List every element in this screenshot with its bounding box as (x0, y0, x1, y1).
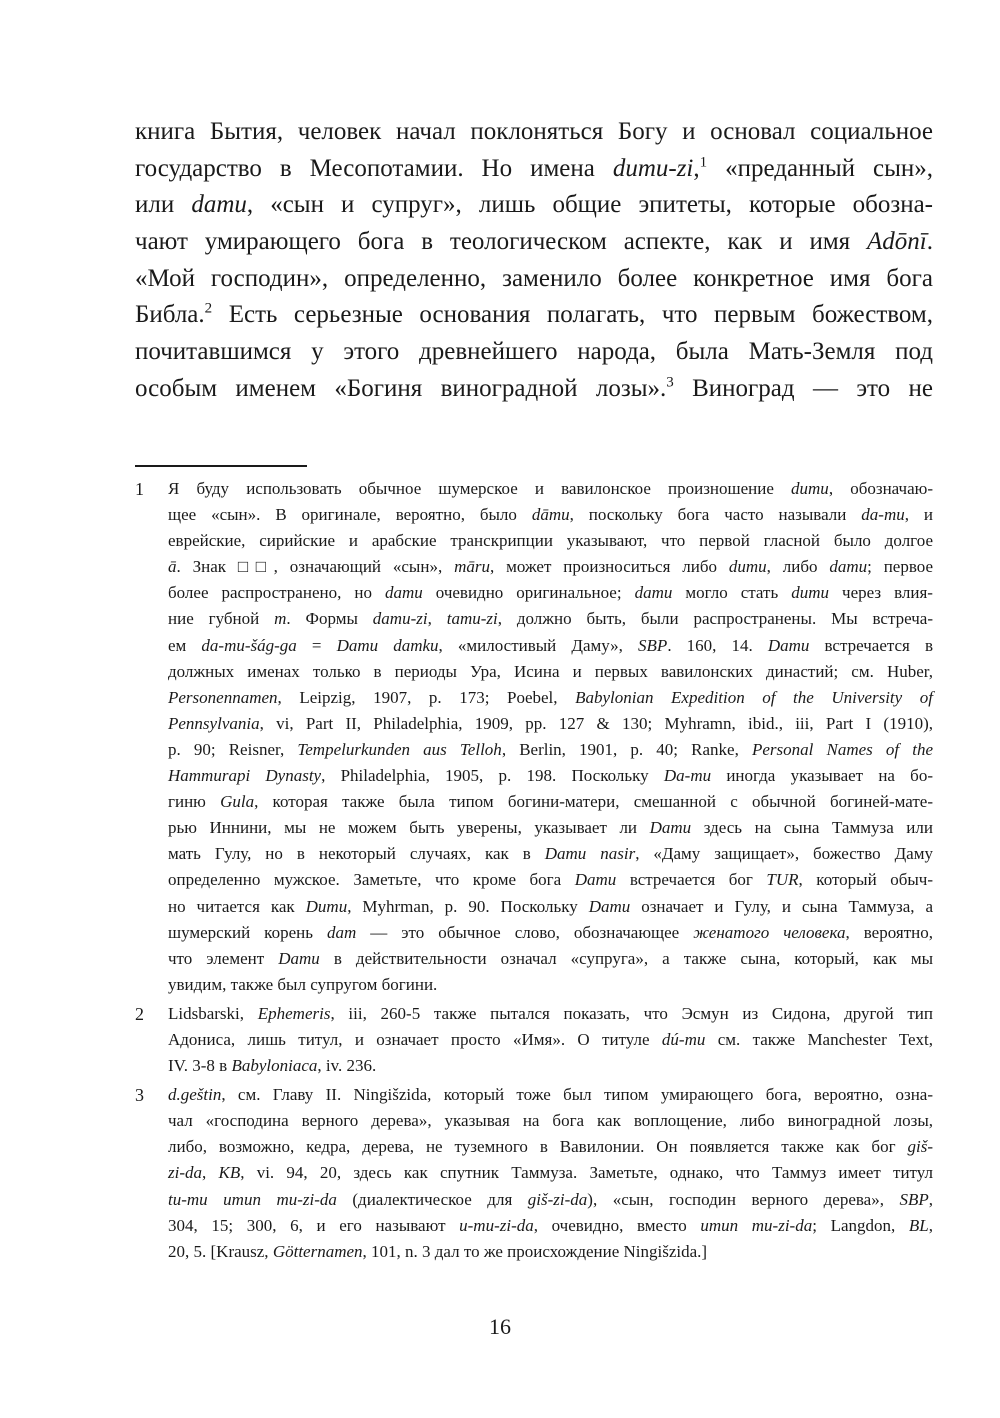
text-run: , (693, 154, 700, 182)
italic-term: māru (454, 557, 490, 577)
text-run: , либо (766, 557, 830, 577)
footnote-line (168, 737, 933, 763)
text-run: ), «сын, господин верного дерева», (587, 1189, 900, 1209)
body-line (135, 297, 933, 334)
footnote-line (168, 867, 933, 893)
text-run: , должно быть, были распространены. Мы встреча- (497, 609, 933, 629)
text-run: гиню (168, 792, 221, 812)
italic-term: dumu-zi (612, 154, 694, 182)
text-run: , может произноситься либо (489, 557, 729, 577)
text-run: ние губной (168, 609, 275, 629)
italic-term: damu (191, 191, 247, 219)
text-run: мать Гулу, но в некоторый случаях, как в (168, 844, 545, 864)
text-run: чают умирающего бога в теологическом аспекте, как и имя (135, 228, 868, 256)
footnote-line (168, 789, 933, 815)
footnote-line (168, 659, 933, 685)
text-run: должных именах только в периоды Ура, Исина и первых вавилонских династий; см. Huber, (168, 661, 933, 681)
italic-term: Götternamen (272, 1241, 363, 1261)
text-run: встречается бог (616, 870, 767, 890)
italic-term: Damu (588, 896, 631, 916)
italic-term: SBP (638, 635, 668, 655)
body-line (135, 224, 933, 261)
italic-term: tamu-zi (446, 609, 498, 629)
text-run: почитавшимся у этого древнейшего народа, была Мать-Земля под (135, 338, 933, 366)
text-run: ем (168, 635, 202, 655)
footnote-line (168, 841, 933, 867)
italic-term: Damu damku (336, 635, 439, 655)
footnote-3 (135, 1082, 933, 1265)
italic-term: Pennsylvania (168, 713, 260, 733)
text-run: или (135, 191, 192, 219)
body-line (135, 261, 933, 298)
italic-term: Dumu (305, 896, 348, 916)
text-run: , и (904, 505, 933, 525)
italic-term: Damu nasir (544, 844, 636, 864)
footnote-line (168, 1001, 933, 1027)
footnote-line (168, 894, 933, 920)
italic-term: dú-mu (661, 1029, 706, 1049)
footnote-line (168, 606, 933, 632)
text-run: чал «господина верного дерева», указывая на бога как воплощение, либо виноградной лозы, (168, 1111, 933, 1131)
italic-term: dam (326, 922, 357, 942)
italic-term: tu-mu umun mu-zi-da (168, 1189, 337, 1209)
text-run: , который обыч- (798, 870, 934, 890)
text-run: , очевидно, вместо (533, 1215, 701, 1235)
text-run: , vi. 94, 20, здесь как спутник Таммуза. Заметьте, однако, что Таммуз имеет титул (240, 1163, 934, 1183)
footnote-line (168, 972, 933, 998)
text-run: , которая также была типом богини-матери, смешанной с обычной богиней-мате- (254, 792, 933, 812)
text-run: , (427, 609, 447, 629)
italic-term: m (274, 609, 287, 629)
italic-term: Damu (767, 635, 810, 655)
text-run: очевидно оригинальное; (422, 583, 635, 603)
footnote-line (168, 1213, 933, 1239)
italic-term: dumu (791, 479, 829, 498)
footnote-line (168, 1082, 933, 1108)
text-run: , «сын и супруг», лишь общие эпитеты, которые обозна- (246, 191, 934, 219)
italic-term: d.geštin (168, 1085, 222, 1105)
footnote-separator (135, 465, 307, 467)
italic-term: TUR (766, 870, 799, 890)
italic-term: giš- (907, 1137, 933, 1157)
text-run: увидим, также был супругом богини. (168, 974, 438, 994)
text-run: в действительности означал «супруга», а также сына, который, как мы (319, 948, 933, 968)
text-run: . Формы (286, 609, 373, 629)
italic-term: zi-da (168, 1163, 202, 1183)
text-run: книга Бытия, человек начал поклоняться Богу и основал социальное (135, 118, 933, 145)
text-run: , «милостивый Даму», (438, 635, 639, 655)
italic-term: Ephemeris (257, 1003, 331, 1023)
footnote-line (168, 920, 933, 946)
footnote-line (168, 1239, 933, 1265)
text-run: IV. 3-8 в (168, 1056, 232, 1076)
text-run: = (296, 635, 337, 655)
text-run: , iv. 236. (317, 1056, 377, 1076)
italic-term: KB (218, 1163, 241, 1183)
text-run: ; первое (867, 557, 933, 577)
text-run: , вероятно, (845, 922, 933, 942)
text-run: . (926, 228, 933, 256)
footnote-number: 1 (135, 479, 144, 499)
footnote-number: 2 (135, 1003, 144, 1024)
text-run: , Leipzig, 1907, p. 173; Poebel, (277, 687, 576, 707)
text-run: особым именем «Богиня виноградной лозы». (135, 374, 667, 402)
italic-term: da-mu (861, 505, 905, 525)
text-run: , vi, Part II, Philadelphia, 1909, pp. 127 & 130; Myhramn, ibid., iii, Part I (1910), (259, 713, 933, 733)
footnote-line (168, 476, 933, 502)
text-run: определенно мужское. Заметьте, что кроме бога (168, 870, 575, 890)
footnote-line (168, 946, 933, 972)
italic-term: Damu (278, 948, 320, 968)
footnote-line (168, 1027, 933, 1053)
footnote-line (168, 1108, 933, 1134)
text-run: Библа. (135, 301, 205, 329)
italic-term: dumu (791, 583, 830, 603)
italic-term: damu (634, 583, 673, 603)
footnote-1 (135, 476, 933, 998)
footnote-2 (135, 1001, 933, 1079)
text-run: — это обычное слово, обозначающее (356, 922, 694, 942)
italic-term: dumu (728, 557, 767, 577)
footnote-line (168, 815, 933, 841)
footnote-line (168, 1134, 933, 1160)
text-run: см. также Manchester Text, (705, 1029, 933, 1049)
footnote-line (168, 711, 933, 737)
body-line (135, 114, 933, 151)
text-run: шумерский корень (168, 922, 327, 942)
text-run: , iii, 260-5 также пытался показать, что Эсмун из Сидона, другой тип (330, 1003, 933, 1023)
body-line (135, 371, 933, 408)
italic-term: Hammurapi Dynasty (168, 766, 322, 786)
footnote-number: 3 (135, 1085, 144, 1106)
text-run: , Philadelphia, 1905, p. 198. Поскольку (321, 766, 664, 786)
body-line (135, 151, 933, 188)
text-run: «преданный сын», (707, 154, 933, 182)
italic-term: Adōnī (867, 228, 927, 256)
text-run: (диалектическое для (336, 1189, 528, 1209)
text-run: , 101, n. 3 дал то же происхождение Ningišzida.] (362, 1241, 708, 1261)
italic-term: Personennamen (168, 687, 278, 707)
italic-term: Damu (574, 870, 617, 890)
footnote-line (168, 554, 933, 580)
italic-term: umun mu-zi-da (700, 1215, 813, 1235)
text-run: , Berlin, 1901, p. 40; Ranke, (501, 739, 752, 759)
text-run: встречается в (809, 635, 933, 655)
footnote-line (168, 1187, 933, 1213)
text-run: . Знак □□, означающий «сын», (176, 557, 455, 577)
footnote-line (168, 528, 933, 554)
italic-term: BL (908, 1215, 929, 1235)
text-run: Виноград — это не (673, 374, 933, 402)
text-run: , Myhrman, p. 90. Поскольку (347, 896, 589, 916)
text-run: , см. Главу II. Ningišzida, который тоже был типом умирающего бога, вероятно, озна- (221, 1085, 933, 1105)
italic-term: Gula (220, 792, 255, 812)
footnote-line (168, 633, 933, 659)
text-run: рью Иннини, мы не можем быть уверены, указывает ли (168, 818, 650, 838)
italic-term: damu (829, 557, 868, 577)
footnote-line (168, 502, 933, 528)
text-run: , (928, 1189, 933, 1209)
body-line (135, 334, 933, 371)
text-run: . 160, 14. (667, 635, 768, 655)
footnote-reference: 3 (666, 374, 674, 391)
italic-term: Babylonian Expedition of the University of (575, 687, 933, 707)
text-run: либо, возможно, кедра, дерева, не туземного в Вавилонии. Он появляется также как бог (168, 1137, 908, 1157)
text-run: Lidsbarski, (168, 1003, 258, 1023)
main-text (135, 114, 933, 408)
text-run: государство в Месопотамии. Но имена (135, 154, 613, 182)
text-run: 304, 15; 300, 6, и его называют (168, 1215, 460, 1235)
footnote-reference: 2 (204, 300, 213, 317)
text-run: но читается как (168, 896, 306, 916)
italic-term: da-mu-šág-ga (201, 635, 297, 655)
text-run: еврейские, сирийские и арабские транскрипции указывают, что первой гласной было долгое (168, 531, 933, 551)
text-run: «Мой господин», определенно, заменило более конкретное имя бога (135, 264, 933, 292)
footnote-line (168, 1053, 933, 1079)
footnote-line (168, 1160, 933, 1186)
text-run: что элемент (168, 948, 279, 968)
footnotes (135, 476, 933, 1265)
text-run: означает и Гулу, и сына Таммуза, а (630, 896, 934, 916)
italic-term: damu-zi (372, 609, 428, 629)
text-run: , обозначаю- (828, 479, 933, 498)
italic-term: giš-zi-da (527, 1189, 588, 1209)
text-run: , поскольку бога часто называли (569, 505, 862, 525)
text-run: Адониса, лишь титул, и означает просто «Имя». О титуле (168, 1029, 662, 1049)
italic-term: SBP (899, 1189, 929, 1209)
italic-term: женатого человека (693, 922, 846, 942)
footnote-line (168, 763, 933, 789)
text-run: 20, 5. [Krausz, (168, 1241, 273, 1261)
text-run: здесь на сына Таммуза или (691, 818, 933, 838)
body-line (135, 187, 933, 224)
text-run: , (928, 1215, 933, 1235)
italic-term: dāmu (531, 505, 570, 525)
text-run: , «Даму защищает», божество Даму (635, 844, 933, 864)
text-run: ; Langdon, (812, 1215, 909, 1235)
italic-term: ā (168, 557, 177, 577)
italic-term: damu (384, 583, 423, 603)
text-run: Я буду использовать обычное шумерское и вавилонское произношение (168, 479, 792, 498)
footnote-line (168, 685, 933, 711)
text-run: p. 90; Reisner, (168, 739, 298, 759)
italic-term: Damu (649, 818, 692, 838)
page-number: 16 (489, 1314, 511, 1339)
text-run: более распространено, но (168, 583, 385, 603)
footnote-reference: 1 (699, 153, 708, 170)
text-run: иногда указывает на бо- (711, 766, 933, 786)
italic-term: Tempelurkunden aus Telloh (297, 739, 502, 759)
text-run: могло стать (672, 583, 792, 603)
italic-term: Personal Names of the (751, 739, 933, 759)
italic-term: Babyloniaca (231, 1056, 318, 1076)
text-run: через влия- (829, 583, 933, 603)
text-run: Есть серьезные основания полагать, что первым божеством, (212, 301, 933, 329)
text-run: щее «сын». В оригинале, вероятно, было (168, 505, 532, 525)
italic-term: Da-mu (663, 766, 712, 786)
footnote-line (168, 580, 933, 606)
italic-term: u-mu-zi-da (459, 1215, 534, 1235)
text-run: , (202, 1163, 219, 1183)
